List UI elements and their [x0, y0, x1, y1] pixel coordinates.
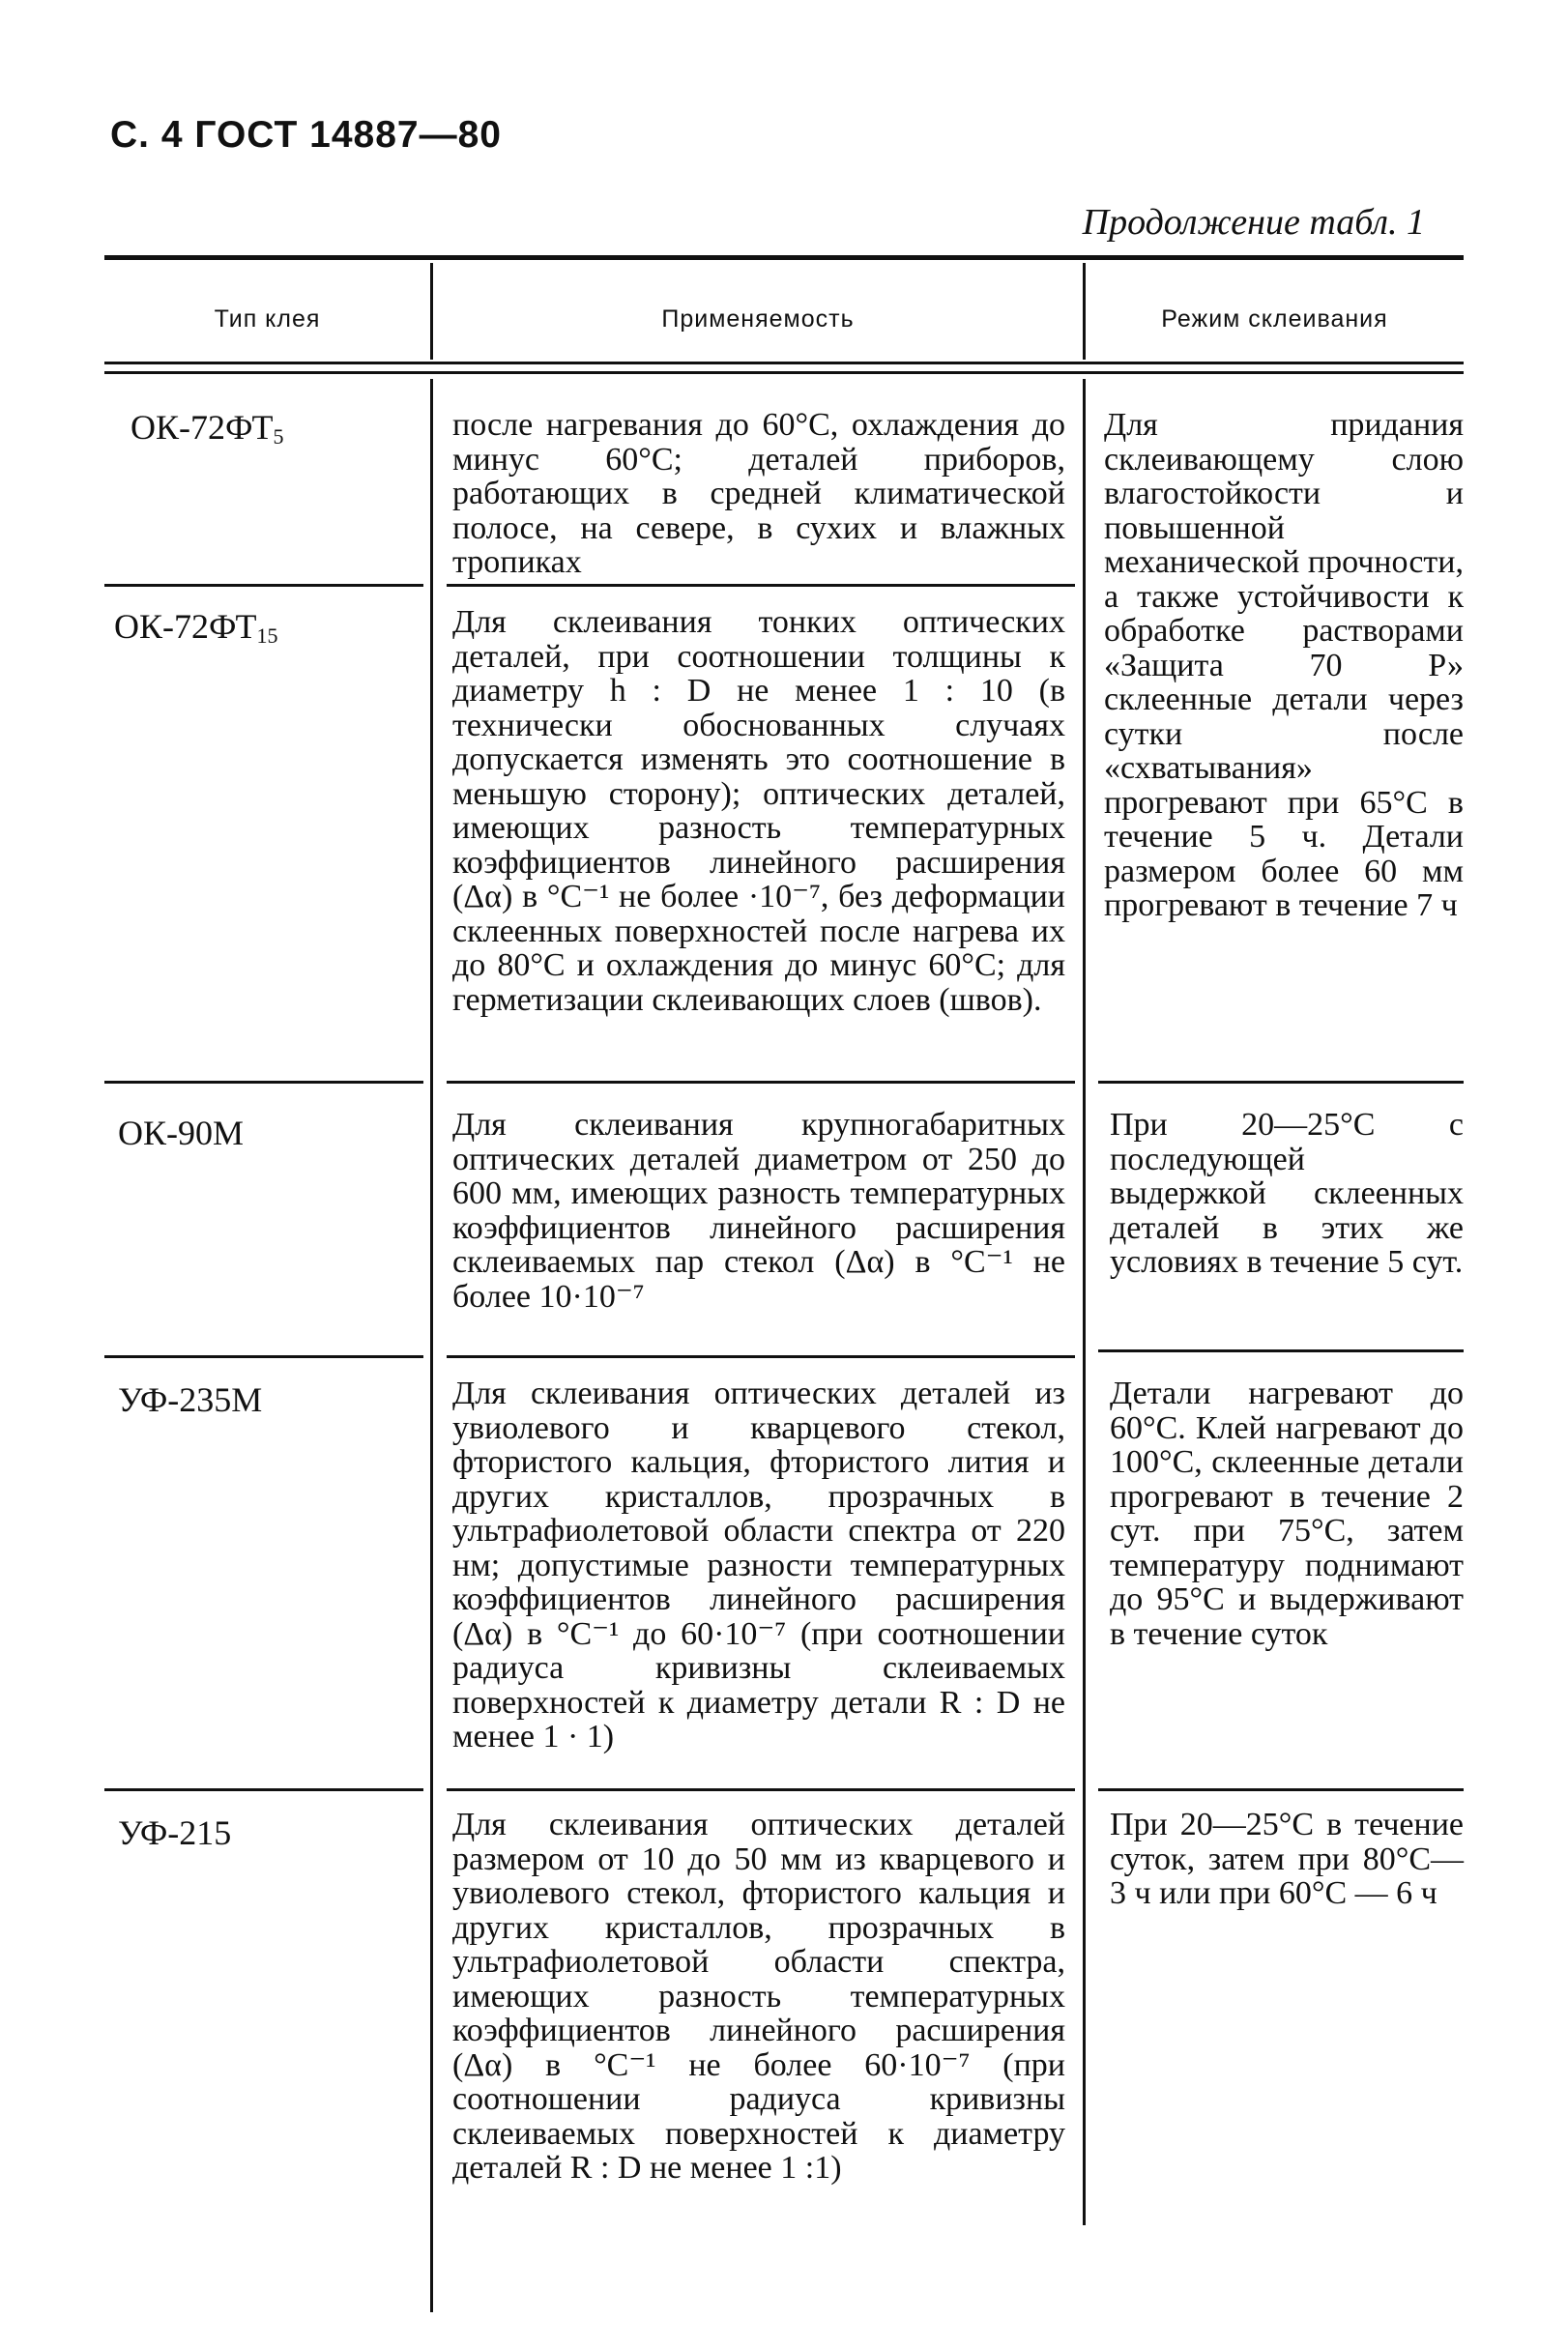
header-bottom-rule [104, 362, 1464, 364]
header-bottom-rule-double [104, 371, 1464, 374]
adhesive-type-base: ОК-72ФТ [114, 607, 257, 646]
applicability-cell: Для склеивания тонких оптических деталей, при соотношении толщины к диаметру h : D не менее 1 : 10 (в технически обоснованных случаях допускается изменять это соотношение в меньшую сторону); оптических деталей, имеющих разность температурных коэффициентов линейного расширения (Δα) в °С⁻¹ не более ·10⁻⁷, без деформации склеенных поверхностей после нагрева их до 80°С и охлаждения до минус 60°С; для герметизации склеивающих слоев (швов). [452, 604, 1065, 1018]
adhesive-type [118, 1813, 231, 1862]
applicability-cell: Для склеивания оптических деталей из увиолевого и кварцевого стекол, фтористого кальция, фтористого лития и других кристаллов, прозрачных в ультрафиолетовой области спектра от 220 нм; допустимые разности температурных коэффициентов линейного расширения (Δα) в °С⁻¹ до 60·10⁻⁷ (при соотношении радиуса кривизны склеиваемых поверхностей к диаметру детали R : D не менее 1 · 1) [452, 1376, 1065, 1754]
column-divider [1083, 379, 1086, 2225]
mode-cell: Детали нагревают до 60°С. Клей нагревают до 100°С, склеенные детали прогревают в течение 2 сут. при 75°С, затем температуру поднимают до 95°С и выдерживают в течение суток [1110, 1376, 1464, 1652]
adhesive-type [118, 1114, 244, 1162]
applicability-cell: после нагревания до 60°С, охлаждения до минус 60°С; деталей приборов, работающих в средней климатической полосе, на севере, в сухих и влажных тропиках [452, 407, 1065, 580]
mode-cell: При 20—25°С с последующей выдержкой склеенных деталей в этих же условиях в течение 5 сут. [1110, 1107, 1464, 1280]
row-separator [1098, 1788, 1464, 1791]
column-header-mode: Режим склеивания [1161, 305, 1388, 333]
adhesive-type [118, 1380, 262, 1429]
adhesive-type-subscript: 15 [256, 623, 278, 648]
mode-cell: Для придания склеивающему слою влагостойкости и повышенной механической прочности, а также устойчивости к обработке растворами «Защита 70 Р» склеенные детали через сутки после «схватывания» прогревают при 65°С в течение 5 ч. Детали размером более 60 мм прогревают в течение 7 ч [1104, 407, 1464, 923]
page-header: С. 4 ГОСТ 14887—80 [110, 114, 502, 156]
column-divider [430, 379, 433, 2312]
column-header-applicability: Применяемость [661, 305, 855, 333]
adhesive-type-base: ОК-90М [118, 1114, 245, 1152]
row-separator [447, 1788, 1075, 1791]
row-separator [447, 1355, 1075, 1358]
mode-cell: При 20—25°С в течение суток, затем при 80°С—3 ч или при 60°С — 6 ч [1110, 1807, 1464, 1911]
column-header-type: Тип клея [214, 305, 321, 333]
row-separator [1098, 1349, 1464, 1352]
table-continuation-label: Продолжение табл. 1 [1082, 202, 1425, 243]
row-separator [1098, 1081, 1464, 1084]
applicability-cell: Для склеивания крупногабаритных оптических деталей диаметром от 250 до 600 мм, имеющих разность температурных коэффициентов линейного расширения склеиваемых пар стекол (Δα) в °С⁻¹ не более 10·10⁻⁷ [452, 1107, 1065, 1315]
adhesive-type-subscript: 5 [273, 424, 284, 449]
row-separator [104, 584, 423, 587]
row-separator [447, 584, 1075, 587]
applicability-cell: Для склеивания оптических деталей размером от 10 до 50 мм из кварцевого и увиолевого стекол, фтористого кальция и других кристаллов, прозрачных в ультрафиолетовой области спектра, имеющих разность температурных коэффициентов линейного расширения (Δα) в °С⁻¹ не более 60·10⁻⁷ (при соотношении радиуса кривизны склеиваемых поверхностей к диаметру деталей R : D не менее 1 :1) [452, 1807, 1065, 2186]
row-separator [104, 1788, 423, 1791]
adhesive-type-base: УФ-215 [118, 1813, 232, 1852]
adhesive-type [114, 607, 278, 655]
row-separator [447, 1081, 1075, 1084]
table-top-rule [104, 255, 1464, 260]
adhesive-type [131, 408, 284, 456]
adhesive-type-base: ОК-72ФТ [131, 408, 274, 447]
row-separator [104, 1355, 423, 1358]
adhesive-type-base: УФ-235М [118, 1380, 263, 1419]
row-separator [104, 1081, 423, 1084]
